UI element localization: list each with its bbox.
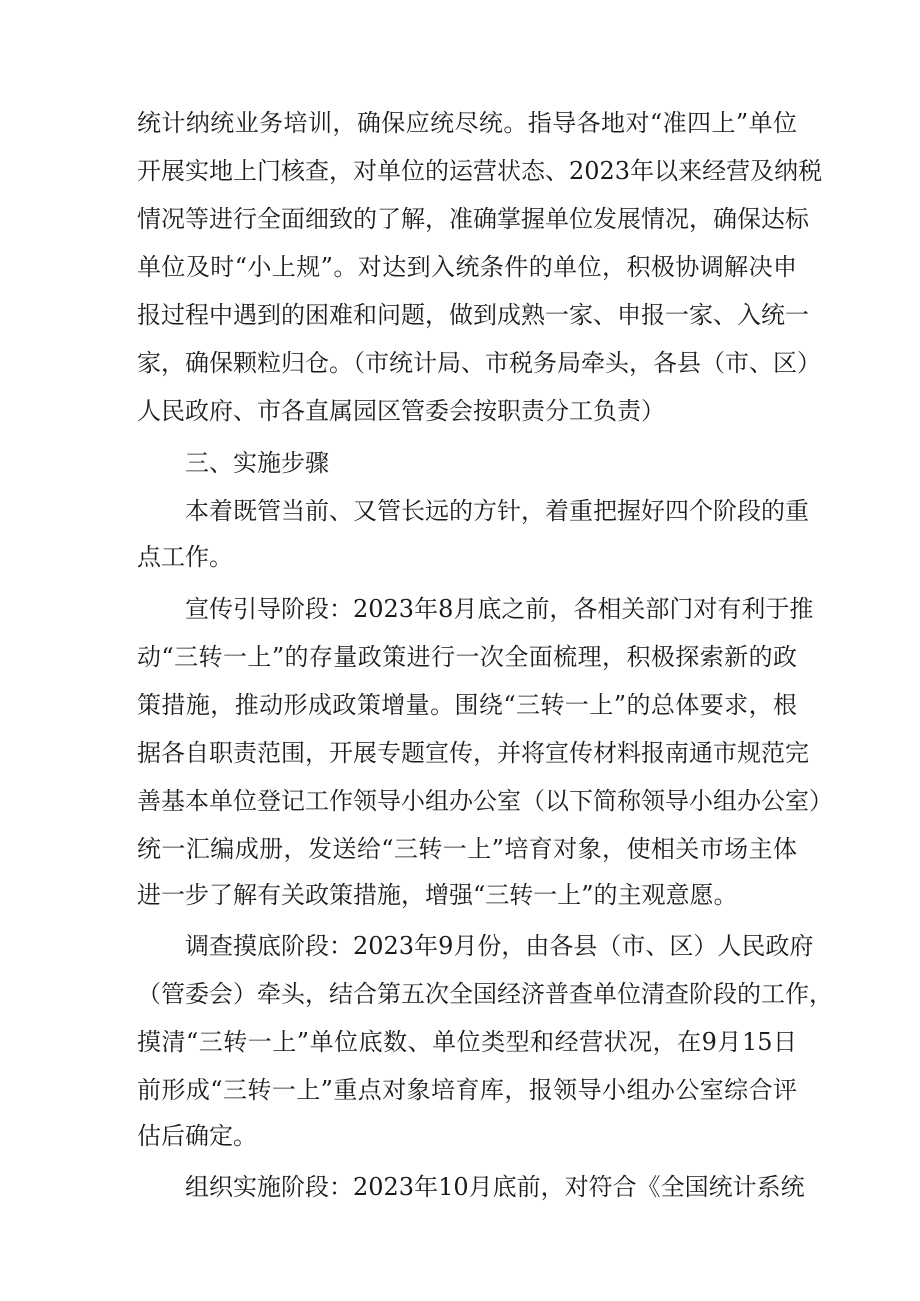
paragraph-line: 进一步了解有关政策措施，增强“三转一上”的主观意愿。: [137, 881, 738, 909]
paragraph-line: （管委会）牵头，结合第五次全国经济普查单位清查阶段的工作，: [137, 980, 833, 1008]
section-heading: 三、实施步骤: [185, 449, 329, 477]
paragraph-line: 点工作。: [137, 543, 233, 571]
paragraph-line: 情况等进行全面细致的了解，准确掌握单位发展情况，确保达标: [137, 205, 809, 233]
paragraph-line: 动“三转一上”的存量政策进行一次全面梳理，积极探索新的政: [137, 643, 797, 671]
paragraph-line: 家，确保颗粒归仓。（市统计局、市税务局牵头，各县（市、区）: [137, 349, 821, 377]
paragraph-line: 人民政府、市各直属园区管委会按职责分工负责）: [137, 397, 665, 425]
paragraph-line: 据各自职责范围，开展专题宣传，并将宣传材料报南通市规范完: [137, 739, 809, 767]
paragraph-line: 估后确定。: [137, 1122, 257, 1150]
paragraph-line: 策措施，推动形成政策增量。围绕“三转一上”的总体要求，根: [137, 691, 797, 719]
paragraph-line: 统一汇编成册，发送给“三转一上”培育对象，使相关市场主体: [137, 835, 797, 863]
paragraph-line: 宣传引导阶段：2023年8月底之前，各相关部门对有利于推: [185, 595, 814, 623]
paragraph-line: 善基本单位登记工作领导小组办公室（以下简称领导小组办公室）: [137, 787, 833, 815]
paragraph-line: 统计纳统业务培训，确保应统尽统。指导各地对“准四上”单位: [137, 109, 797, 137]
paragraph-line: 调查摸底阶段：2023年9月份，由各县（市、区）人民政府: [185, 932, 814, 960]
paragraph-line: 本着既管当前、又管长远的方针，着重把握好四个阶段的重: [185, 497, 809, 525]
paragraph-line: 报过程中遇到的困难和问题，做到成熟一家、申报一家、入统一: [137, 301, 809, 329]
paragraph-line: 单位及时“小上规”。对达到入统条件的单位，积极协调解决申: [137, 253, 797, 281]
paragraph-line: 开展实地上门核查，对单位的运营状态、2023年以来经营及纳税: [137, 157, 823, 185]
paragraph-line: 前形成“三转一上”重点对象培育库，报领导小组办公室综合评: [137, 1076, 797, 1104]
paragraph-line: 组织实施阶段：2023年10月底前，对符合《全国统计系统: [185, 1173, 805, 1201]
paragraph-line: 摸清“三转一上”单位底数、单位类型和经营状况，在9月15日: [137, 1028, 797, 1056]
